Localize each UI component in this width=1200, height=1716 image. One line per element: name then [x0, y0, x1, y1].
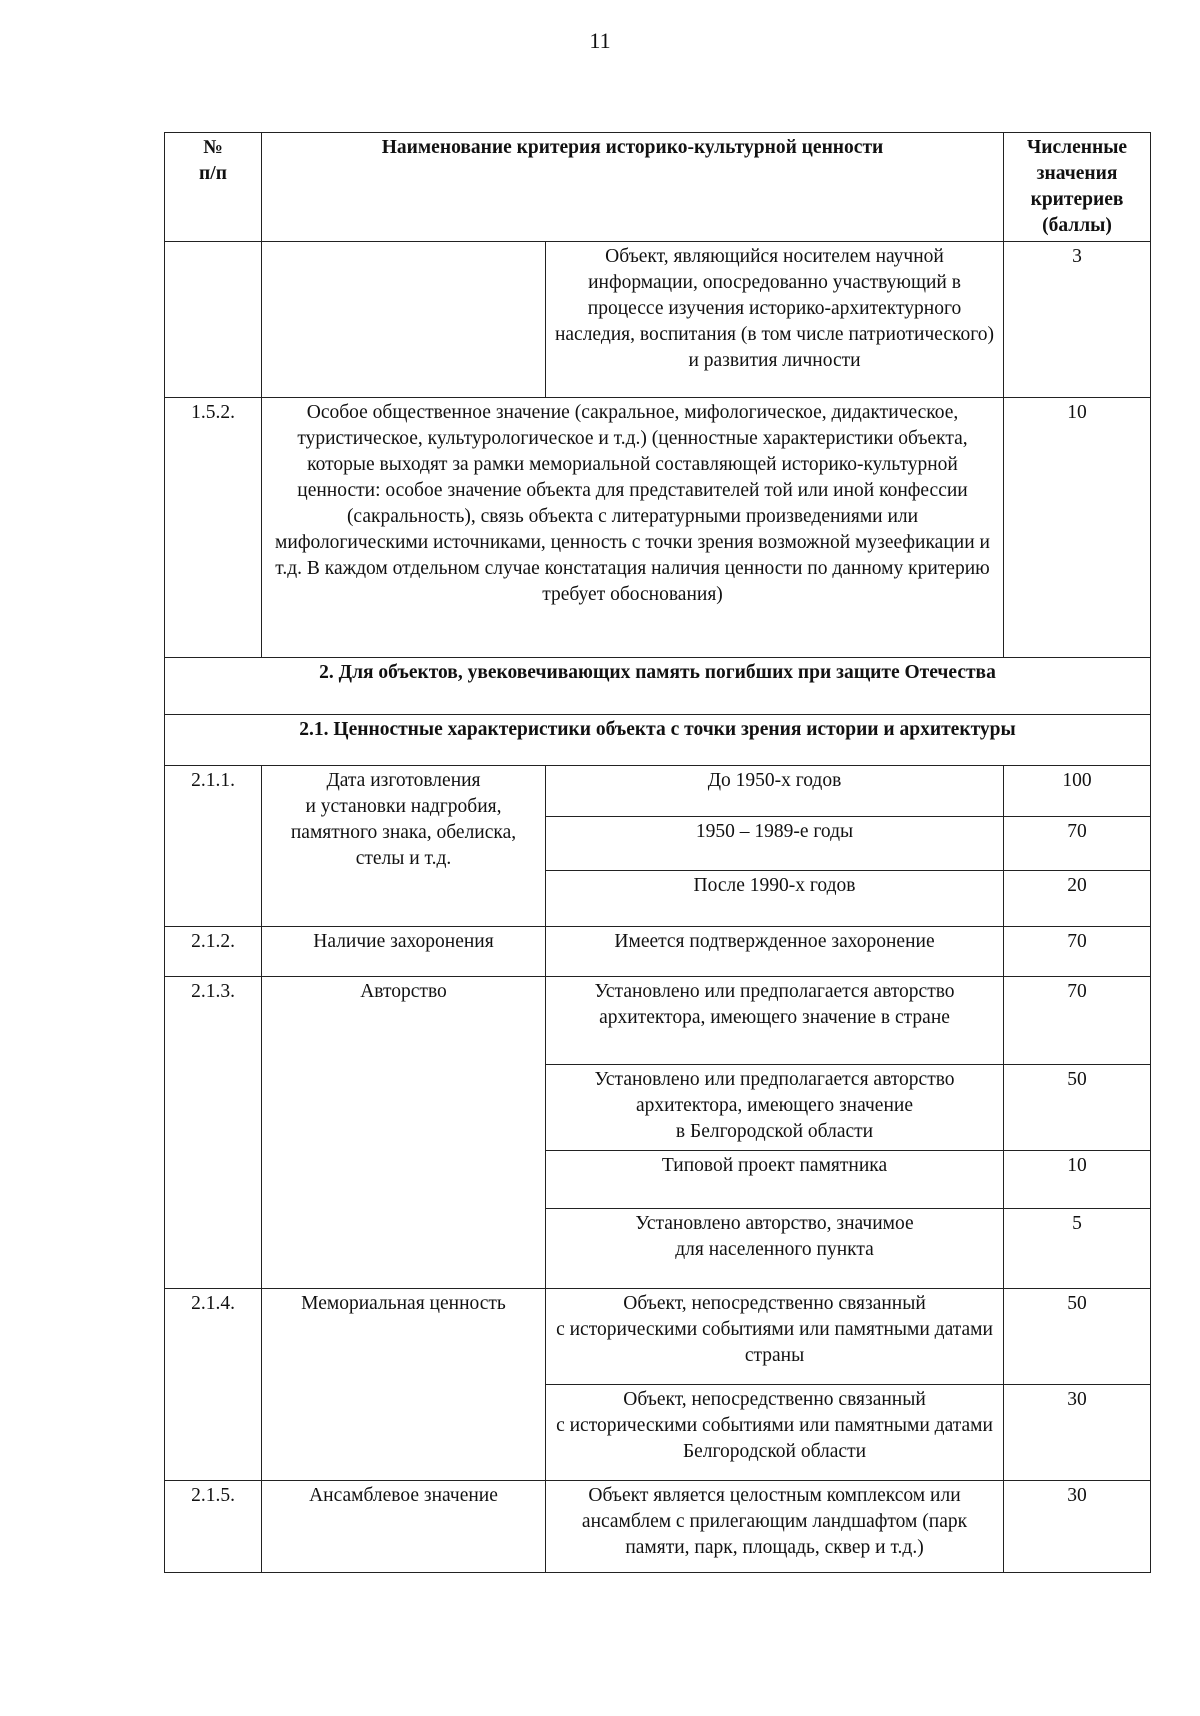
table-row	[165, 242, 1151, 398]
table-row	[165, 766, 1151, 817]
row-num: 2.1.3.	[165, 977, 262, 1289]
page-number: 11	[589, 28, 611, 53]
row-name	[262, 242, 546, 398]
table-row	[165, 927, 1151, 977]
criteria-table	[164, 132, 1151, 1573]
row-score: 70	[1004, 817, 1151, 871]
row-desc: Объект, являющийся носителем научной информации, опосредованно участвующий в процессе изучения историко-архитектурного наследия, воспитания (в том числе патриотического) и развития личности	[546, 242, 1004, 398]
row-num: 1.5.2.	[165, 398, 262, 658]
row-num: 2.1.4.	[165, 1289, 262, 1481]
header-score: Численные значения критериев (баллы)	[1004, 133, 1151, 242]
row-name: Дата изготовления и установки надгробия, памятного знака, обелиска, стелы и т.д.	[262, 766, 546, 927]
row-name: Мемориальная ценность	[262, 1289, 546, 1481]
row-desc: Объект, непосредственно связанный с историческими событиями или памятными датами Белгородской области	[546, 1385, 1004, 1481]
row-desc: Установлено или предполагается авторство архитектора, имеющего значение в стране	[546, 977, 1004, 1065]
row-score: 5	[1004, 1209, 1151, 1289]
section-heading: 2. Для объектов, увековечивающих память погибших при защите Отечества	[165, 658, 1151, 715]
row-desc: Установлено или предполагается авторство архитектора, имеющего значение в Белгородской области	[546, 1065, 1004, 1151]
table-header-row	[165, 133, 1151, 242]
row-score: 3	[1004, 242, 1151, 398]
header-num: № п/п	[165, 133, 262, 242]
row-num: 2.1.2.	[165, 927, 262, 977]
row-desc: Объект является целостным комплексом или ансамблем с прилегающим ландшафтом (парк памяти, парк, площадь, сквер и т.д.)	[546, 1481, 1004, 1573]
table-row	[165, 1289, 1151, 1385]
row-score: 70	[1004, 977, 1151, 1065]
row-name: Ансамблевое значение	[262, 1481, 546, 1573]
row-score: 50	[1004, 1289, 1151, 1385]
subsection-heading-row	[165, 715, 1151, 766]
section-heading-row	[165, 658, 1151, 715]
row-desc: До 1950-х годов	[546, 766, 1004, 817]
row-num: 2.1.5.	[165, 1481, 262, 1573]
row-name: Авторство	[262, 977, 546, 1289]
row-desc: Имеется подтвержденное захоронение	[546, 927, 1004, 977]
row-name: Наличие захоронения	[262, 927, 546, 977]
row-desc: Особое общественное значение (сакральное, мифологическое, дидактическое, туристическое, культурологическое и т.д.) (ценностные характеристики объекта, которые выходят за рамки мемориальной составляющей историко-культурной ценности: особое значение объекта для представителей той или иной конфессии (сакральность), связь объекта с литературными произведениями или мифологическими источниками, ценность с точки зрения возможной музеефикации и т.д. В каждом отдельном случае констатация наличия ценности по данному критерию требует обоснования)	[262, 398, 1004, 658]
row-score: 10	[1004, 1151, 1151, 1209]
header-name: Наименование критерия историко-культурной ценности	[262, 133, 1004, 242]
row-score: 70	[1004, 927, 1151, 977]
row-desc: Установлено авторство, значимое для населенного пункта	[546, 1209, 1004, 1289]
row-num	[165, 242, 262, 398]
row-score: 10	[1004, 398, 1151, 658]
table-row	[165, 1481, 1151, 1573]
row-score: 50	[1004, 1065, 1151, 1151]
row-num: 2.1.1.	[165, 766, 262, 927]
row-desc: 1950 – 1989-е годы	[546, 817, 1004, 871]
row-desc: Типовой проект памятника	[546, 1151, 1004, 1209]
row-desc: После 1990-х годов	[546, 871, 1004, 927]
table-row	[165, 977, 1151, 1065]
row-score: 20	[1004, 871, 1151, 927]
row-desc: Объект, непосредственно связанный с историческими событиями или памятными датами страны	[546, 1289, 1004, 1385]
row-score: 100	[1004, 766, 1151, 817]
row-score: 30	[1004, 1385, 1151, 1481]
row-score: 30	[1004, 1481, 1151, 1573]
table-row	[165, 398, 1151, 658]
subsection-heading: 2.1. Ценностные характеристики объекта с точки зрения истории и архитектуры	[165, 715, 1151, 766]
